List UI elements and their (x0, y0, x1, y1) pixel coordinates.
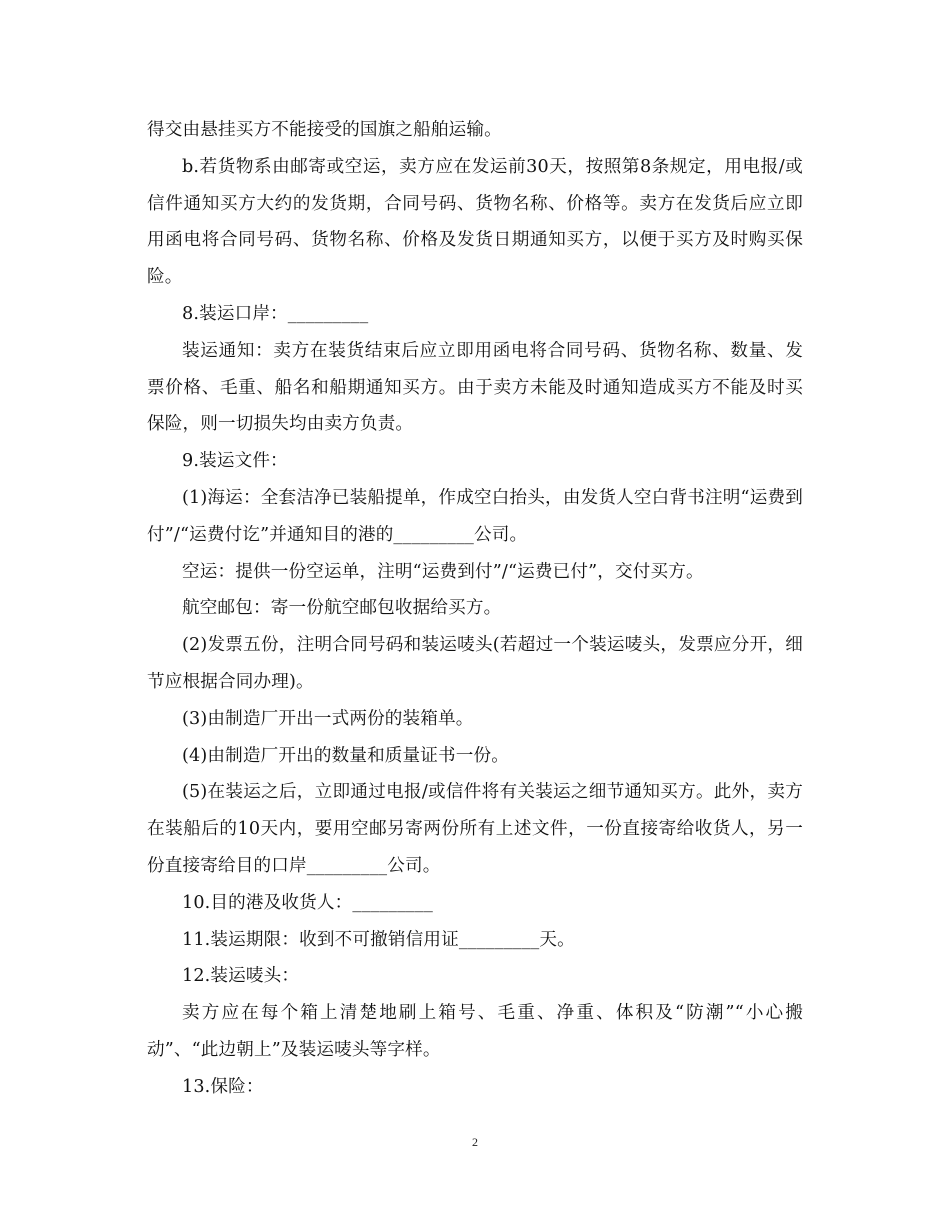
page-number: 2 (472, 1135, 478, 1149)
paragraph-packing-list: (3)由制造厂开出一式两份的装箱单。 (182, 708, 474, 729)
paragraph-air-freight: 空运：提供一份空运单，注明“运费到付”/“运费已付”，交付买方。 (182, 561, 704, 582)
paragraph-invoice: (2)发票五份，注明合同号码和装运唛头(若超过一个装运唛头，发票应分开，细节应根据合同办理)。 (147, 635, 803, 692)
paragraph-shipping-documents-heading: 9.装运文件： (182, 451, 288, 472)
document-body (147, 112, 803, 1106)
paragraph-loading-port: 8.装运口岸：_________ (182, 303, 369, 324)
paragraph-shipping-marks-heading: 12.装运唛头： (182, 966, 300, 987)
paragraph-continuation: 得交由悬挂买方不能接受的国旗之船舶运输。 (147, 120, 502, 140)
paragraph-post-shipment-notice: (5)在装运之后，立即通过电报/或信件将有关装运之细节通知买方。此外，卖方在装船后的10天内，要用空邮另寄两份所有上述文件，一份直接寄给收货人，另一份直接寄给目的口岸_________公司。 (147, 782, 803, 876)
paragraph-shipping-notice: 装运通知：卖方在装货结束后应立即用函电将合同号码、货物名称、数量、发票价格、毛重、船名和船期通知买方。由于卖方未能及时通知造成买方不能及时买保险，则一切损失均由卖方负责。 (147, 340, 803, 435)
paragraph-destination-port: 10.目的港及收货人：_________ (182, 892, 433, 913)
paragraph-insurance-heading: 13.保险： (182, 1076, 264, 1097)
paragraph-shipment-period: 11.装运期限：收到不可撤销信用证_________天。 (182, 929, 575, 950)
paragraph-shipping-marks: 卖方应在每个箱上清楚地刷上箱号、毛重、净重、体积及“防潮”“小心搬动”、“此边朝上”及装运唛头等字样。 (147, 1003, 803, 1060)
paragraph-air-parcel: 航空邮包：寄一份航空邮包收据给买方。 (182, 598, 502, 619)
paragraph-sea-freight: (1)海运：全套洁净已装船提单，作成空白抬头，由发货人空白背书注明“运费到付”/“运费付讫”并通知目的港的_________公司。 (147, 487, 803, 545)
paragraph-clause-b: b.若货物系由邮寄或空运，卖方应在发运前30天，按照第8条规定，用电报/或信件通知买方大约的发货期，合同号码、货物名称、价格等。卖方在发货后应立即用函电将合同号码、货物名称、价格及发货日期通知买方，以便于买方及时购买保险。 (147, 156, 803, 288)
paragraph-quality-certificate: (4)由制造厂开出的数量和质量证书一份。 (182, 745, 510, 766)
